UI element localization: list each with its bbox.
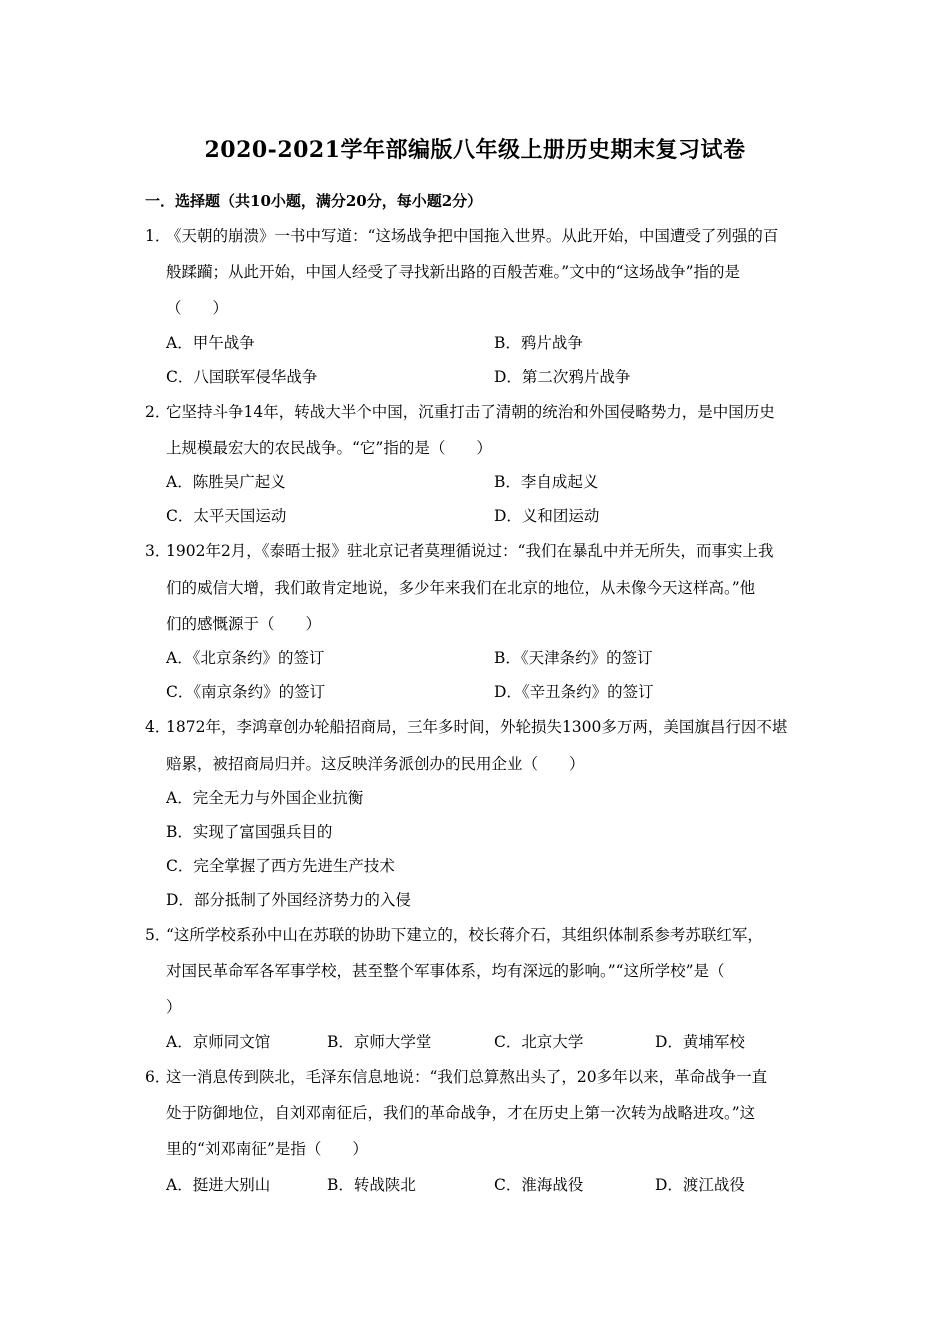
option-c: C．《南京条约》的签订 bbox=[166, 683, 326, 701]
question-line: 里的“刘邓南征”是指（ ） bbox=[166, 1140, 368, 1158]
page-title: 2020-2021学年部编版八年级上册历史期末复习试卷 bbox=[204, 137, 746, 163]
option-b: B．转战陕北 bbox=[327, 1176, 416, 1194]
question-number: 3． bbox=[145, 542, 171, 560]
option-b: B．京师大学堂 bbox=[327, 1033, 432, 1051]
option-c: C．淮海战役 bbox=[494, 1176, 584, 1194]
option-b: B．实现了富国强兵目的 bbox=[166, 823, 333, 841]
option-b: B．李自成起义 bbox=[494, 473, 599, 491]
question-line: 1872年，李鸿章创办轮船招商局，三年多时间，外轮损失1300多万两，美国旗昌行因不堪 bbox=[166, 718, 788, 736]
question-number: 6． bbox=[145, 1068, 171, 1086]
question-line: 它坚持斗争14年，转战大半个中国，沉重打击了清朝的统治和外国侵略势力，是中国历史 bbox=[166, 403, 775, 421]
option-a: A．完全无力与外国企业抗衡 bbox=[166, 789, 364, 807]
question-number: 4． bbox=[145, 718, 171, 736]
option-a: A．挺进大别山 bbox=[166, 1176, 271, 1194]
option-a: A．《北京条约》的签订 bbox=[166, 649, 325, 667]
question-number: 5． bbox=[145, 926, 171, 944]
option-c: C．太平天国运动 bbox=[166, 507, 287, 525]
option-d: D．义和团运动 bbox=[494, 507, 600, 525]
question-line: （ ） bbox=[166, 299, 229, 317]
option-b: B．《天津条约》的签订 bbox=[494, 649, 653, 667]
option-a: A．京师同文馆 bbox=[166, 1033, 271, 1051]
question-line: 们的威信大增，我们敢肯定地说，多少年来我们在北京的地位，从未像今天这样高。”他 bbox=[166, 579, 756, 597]
section-heading: 一．选择题（共10小题，满分20分，每小题2分） bbox=[145, 192, 483, 210]
question-line: “这所学校系孙中山在苏联的协助下建立的，校长蒋介石，其组织体制系参考苏联红军， bbox=[166, 926, 763, 944]
question-line: 们的感慨源于（ ） bbox=[166, 615, 322, 633]
question-number: 1． bbox=[145, 227, 171, 245]
option-c: C．八国联军侵华战争 bbox=[166, 368, 318, 386]
option-d: D．《辛丑条约》的签订 bbox=[494, 683, 654, 701]
option-d: D．第二次鸦片战争 bbox=[494, 368, 631, 386]
option-a: A．陈胜吴广起义 bbox=[166, 473, 286, 491]
question-line: 般蹂躏；从此开始，中国人经受了寻找新出路的百般苦难。”文中的“这场战争”指的是 bbox=[166, 263, 741, 281]
question-line: 赔累，被招商局归并。这反映洋务派创办的民用企业（ ） bbox=[166, 755, 585, 773]
question-line: 1902年2月，《泰晤士报》驻北京记者莫理循说过：“我们在暴乱中并无所失，而事实上我 bbox=[166, 542, 774, 560]
option-a: A．甲午战争 bbox=[166, 334, 255, 352]
question-line: 这一消息传到陕北，毛泽东信息地说：“我们总算熬出头了，20多年以来，革命战争一直 bbox=[166, 1068, 768, 1086]
option-c: C．北京大学 bbox=[494, 1033, 584, 1051]
option-d: D．黄埔军校 bbox=[655, 1033, 745, 1051]
option-d: D．渡江战役 bbox=[655, 1176, 745, 1194]
question-line: 《天朝的崩溃》一书中写道：“这场战争把中国拖入世界。从此开始，中国遭受了列强的百 bbox=[166, 227, 779, 245]
option-c: C．完全掌握了西方先进生产技术 bbox=[166, 857, 395, 875]
question-line: 对国民革命军各军事学校，甚至整个军事体系，均有深远的影响。”“这所学校”是（ bbox=[166, 962, 725, 980]
question-line: 处于防御地位，自刘邓南征后，我们的革命战争，才在历史上第一次转为战略进攻。”这 bbox=[166, 1104, 756, 1122]
option-b: B．鸦片战争 bbox=[494, 334, 583, 352]
question-line: 上规模最宏大的农民战争。“它”指的是（ ） bbox=[166, 439, 492, 457]
question-line: ） bbox=[166, 998, 182, 1016]
option-d: D．部分抵制了外国经济势力的入侵 bbox=[166, 891, 411, 909]
question-number: 2． bbox=[145, 403, 171, 421]
